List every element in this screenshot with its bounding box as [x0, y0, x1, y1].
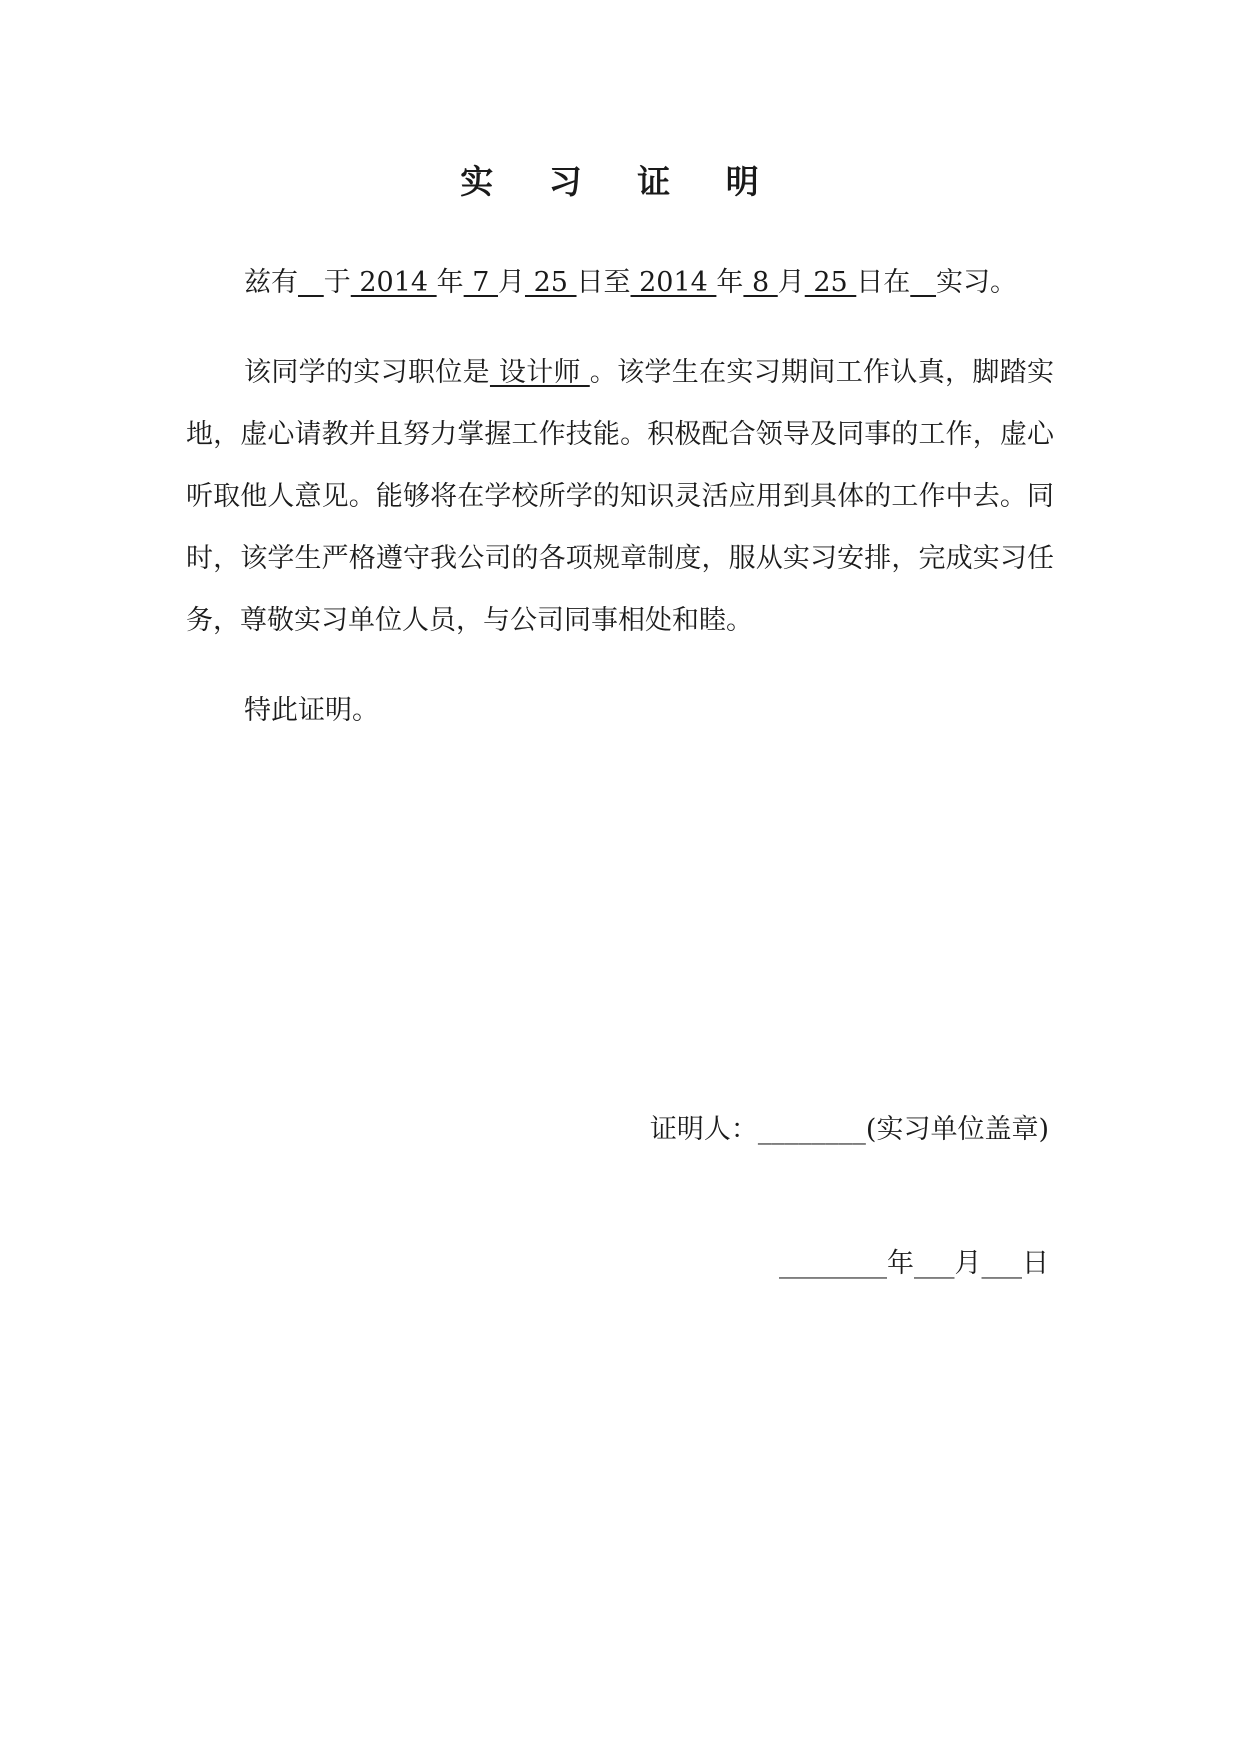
end-month: 8 [743, 267, 778, 298]
day-label: 日 [1022, 1248, 1049, 1279]
company-name-blank [910, 267, 936, 298]
text-nian: 年 [716, 267, 744, 298]
document-title: 实 习 证 明 [460, 162, 781, 201]
end-year: 2014 [630, 267, 717, 298]
position-value: 设计师 [489, 357, 590, 388]
month-label: 月 [954, 1248, 982, 1279]
start-year: 2014 [350, 267, 437, 298]
evaluation-text: 。该学生在实习期间工作认真，脚踏实地，虚心请教并且努力掌握工作技能。积极配合领导及同事的工作，虚心听取他人意见。能够将在学校所学的知识灵活应用到具体的工作中去。同时，该学生严格遵守我公司的各项规章制度，服从实习安排，完成实习任务，尊敬实习单位人员，与公司同事相处和睦。 [186, 357, 1055, 636]
student-name-blank [298, 267, 324, 298]
seal-note: (实习单位盖章) [865, 1114, 1049, 1145]
date-line [779, 1242, 1049, 1286]
day-blank: ___ [981, 1248, 1022, 1279]
text-ri-zhi: 日至 [576, 267, 631, 298]
evaluation-paragraph [186, 342, 1054, 652]
year-blank: ________ [779, 1248, 887, 1279]
signer-label: 证明人： [649, 1114, 758, 1145]
end-day: 25 [804, 267, 857, 298]
text-yue: 月 [497, 267, 525, 298]
text-yue: 月 [777, 267, 805, 298]
signer-line [650, 1108, 1049, 1152]
year-label: 年 [887, 1248, 914, 1279]
text-yu: 于 [323, 267, 351, 298]
signer-blank: ________ [757, 1114, 866, 1145]
position-prefix: 该同学的实习职位是 [244, 357, 490, 388]
month-blank: ___ [914, 1248, 955, 1279]
internship-period-paragraph [186, 252, 1054, 314]
start-day: 25 [524, 267, 577, 298]
closing-paragraph: 特此证明。 [244, 695, 379, 726]
text-ri-zai: 日在 [856, 267, 911, 298]
start-month: 7 [463, 267, 498, 298]
text-prefix: 兹有 [244, 267, 298, 298]
text-suffix: 实习。 [936, 267, 1018, 298]
text-nian: 年 [436, 267, 464, 298]
document-body [186, 252, 1054, 770]
